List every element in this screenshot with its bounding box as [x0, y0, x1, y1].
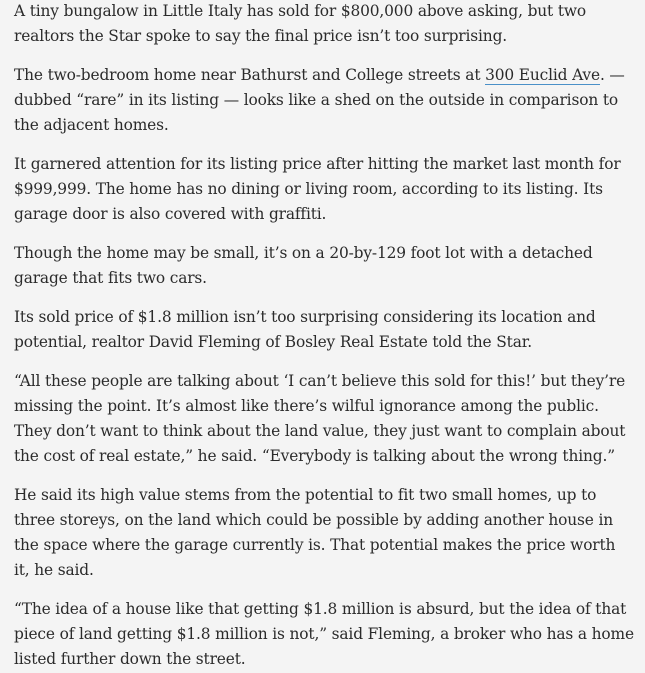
paragraph-4: Though the home may be small, it’s on a 20-by-129 foot lot with a detached garage that fits two cars.	[14, 244, 593, 287]
paragraph-7: He said its high value stems from the potential to fit two small homes, up to three storeys, on the land which could be possible by adding another house in the space where the garage currently is. That potential makes the price worth it, he said.	[14, 486, 616, 579]
paragraph-1: A tiny bungalow in Little Italy has sold for $800,000 above asking, but two realtors the Star spoke to say the final price isn’t too surprising.	[14, 2, 587, 45]
paragraph-2-text-after: . — dubbed “rare” in its listing — looks like a shed on the outside in comparison to the adjacent homes.	[14, 66, 625, 134]
paragraph-8: “The idea of a house like that getting $1.8 million is absurd, but the idea of that piece of land getting $1.8 million is not,” said Fleming, a broker who has a home listed further down the street.	[14, 600, 634, 668]
paragraph-2	[14, 63, 635, 138]
address-link[interactable]: 300 Euclid Ave	[485, 66, 600, 84]
paragraph-3: It garnered attention for its listing price after hitting the market last month for $999,999. The home has no dining or living room, according to its listing. Its garage door is also covered with graffiti.	[14, 155, 621, 223]
paragraph-5: Its sold price of $1.8 million isn’t too surprising considering its location and potential, realtor David Fleming of Bosley Real Estate told the Star.	[14, 308, 596, 351]
paragraph-6: “All these people are talking about ‘I can’t believe this sold for this!’ but they’re missing the point. It’s almost like there’s wilful ignorance among the public. They don’t want to think about the land value, they just want to complain about the cost of real estate,” he said. “Everybody is talking about the wrong thing.”	[14, 372, 626, 465]
paragraph-2-text-before: The two-bedroom home near Bathurst and College streets at	[14, 66, 486, 84]
